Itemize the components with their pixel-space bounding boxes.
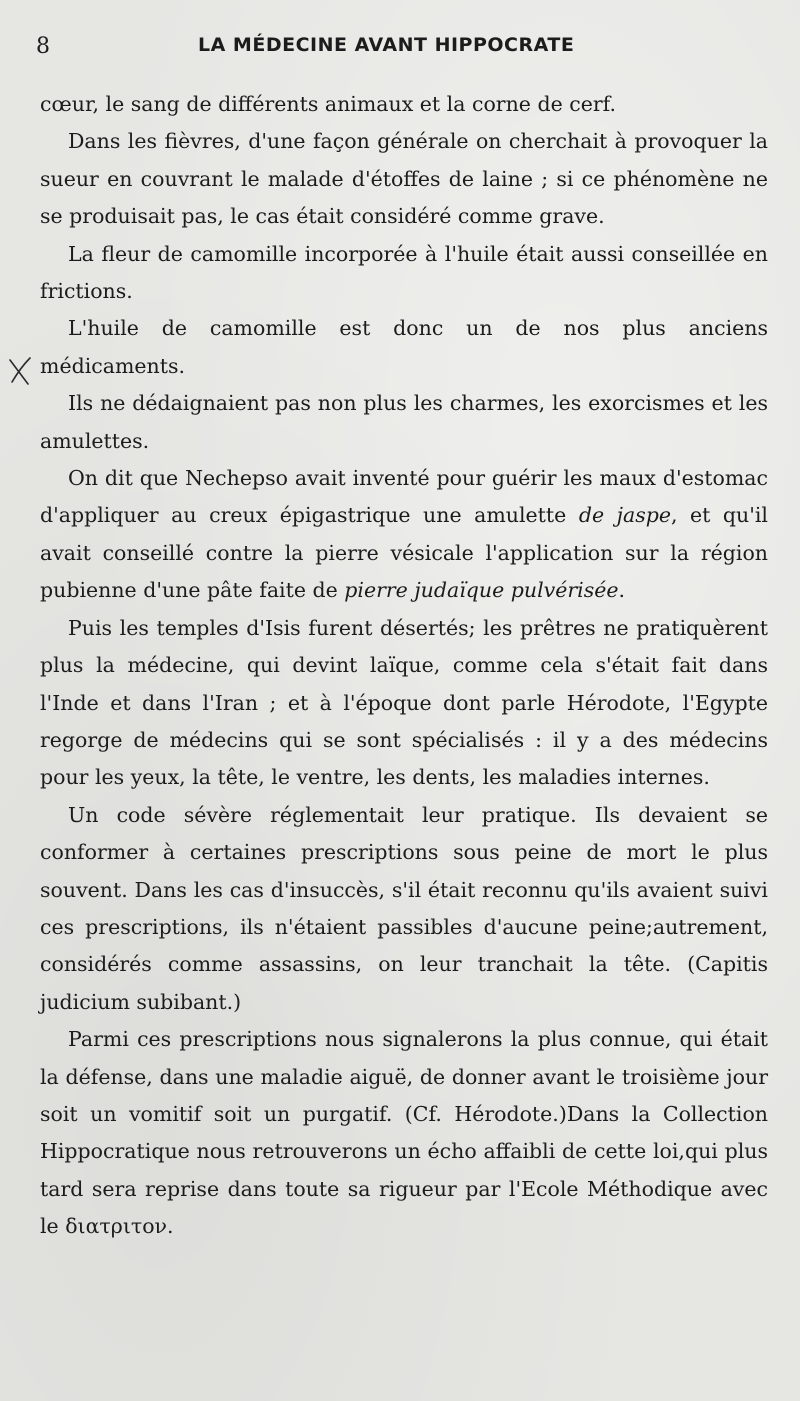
handwritten-margin-mark (6, 354, 36, 394)
page-header (36, 34, 776, 66)
body-text (40, 86, 768, 1246)
paragraph-code: Un code sévère réglementait leur pratique. Ils devaient se conformer à certaines prescriptions sous peine de mort le plus souvent. Dans les cas d'insuccès, s'il était reconnu qu'ils avaient suivi ces prescriptions, ils n'étaient passibles d'aucune peine;autrement, considérés comme assassins, on leur tranchait la tête. (Capitis judicium subibant.) (40, 802, 768, 1014)
nechepso-text-1: On dit que Nechepso avait inventé pour guérir les maux d'estomac d'appliquer au creux épigastrique une amulette (40, 466, 768, 528)
nechepso-italic-jaspe: de jaspe (578, 503, 671, 528)
paragraph-nechepso (40, 460, 768, 610)
nechepso-text-3: . (618, 578, 626, 603)
running-title: LA MÉDECINE AVANT HIPPOCRATE (198, 34, 575, 56)
paragraph-continuation: cœur, le sang de différents animaux et la corne de cerf. (40, 92, 617, 116)
nechepso-text-2: , et qu'il avait conseillé contre la pierre vésicale l'application sur la région pubienne d'une pâte faite de (40, 503, 768, 603)
paragraph-fevers: Dans les fièvres, d'une façon générale on cherchait à provoquer la sueur en couvrant le malade d'étoffes de laine ; si ce phénomène ne se produisait pas, le cas était considéré comme grave. (40, 129, 768, 229)
paragraph-prescriptions: Parmi ces prescriptions nous signalerons la plus connue, qui était la défense, dans une maladie aiguë, de donner avant le troisième jour soit un vomitif soit un purgatif. (Cf. Hérodote.)Dans la Collection Hippocratique nous retrouverons un écho affaibli de cette loi,qui plus tard sera reprise dans toute sa rigueur par l'Ecole Méthodique avec le διατριτον. (40, 1027, 768, 1239)
paragraph-temples: Puis les temples d'Isis furent désertés; les prêtres ne pratiquèrent plus la médecine, qui devint laïque, comme cela s'était fait dans l'Inde et dans l'Iran ; et à l'époque dont parle Hérodote, l'Egypte regorge de médecins qui se sont spécialisés : il y a des médecins pour les yeux, la tête, le ventre, les dents, les maladies internes. (40, 615, 768, 790)
paragraph-chamomile-oil: L'huile de camomille est donc un de nos plus anciens médicaments. (40, 316, 768, 378)
nechepso-italic-pierre: pierre judaïque pulvérisée (344, 578, 619, 603)
paragraph-chamomile-flower: La fleur de camomille incorporée à l'huile était aussi conseillée en frictions. (40, 241, 768, 304)
page-number: 8 (36, 34, 50, 59)
paragraph-charms: Ils ne dédaignaient pas non plus les charmes, les exorcismes et les amulettes. (40, 391, 768, 453)
